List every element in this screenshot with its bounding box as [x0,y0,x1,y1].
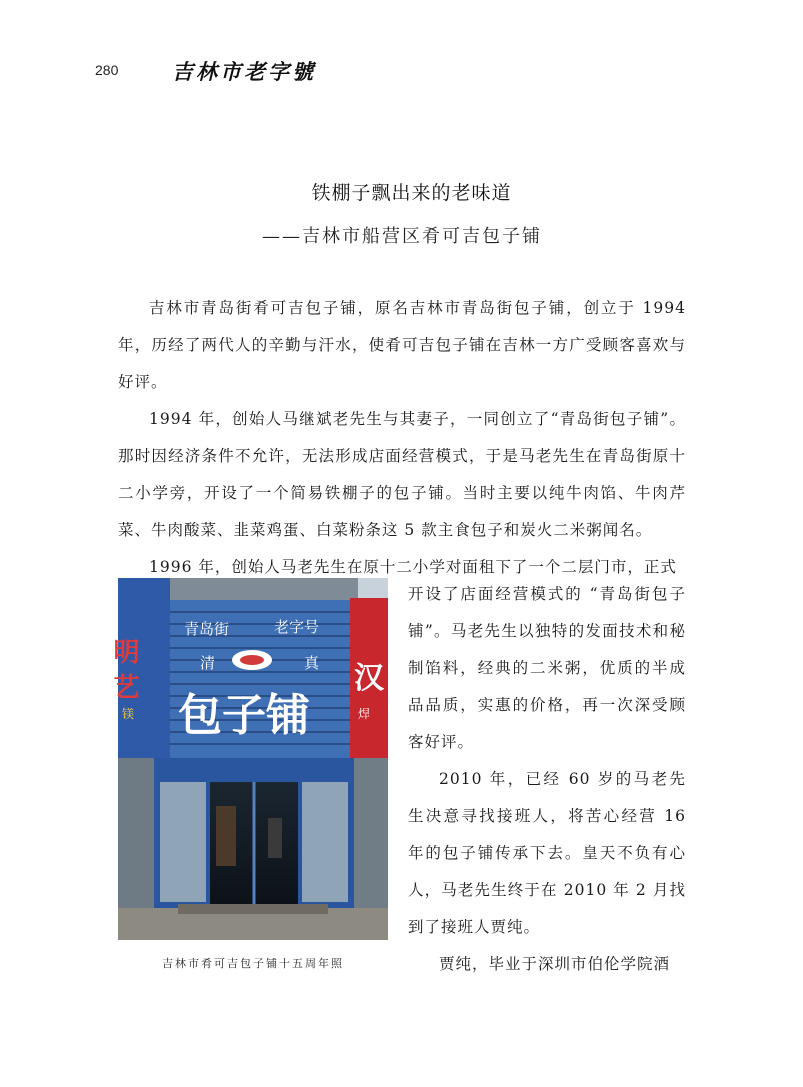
left-shop-sign-text: 明 艺 [109,638,139,700]
paragraph: 1996 年，创始人马老先生在原十二小学对面租下了一个二层门市，正式 [149,558,677,576]
sign-top-right-text: 老字号 [274,618,320,636]
paragraph: 1994 年，创始人马继斌老先生与其妻子，一同创立了“青岛街包子铺”。那时因经济条件不允许，无法形成店面经营模式，于是马老先生在青岛街原十二小学旁，开设了一个简易铁棚子的包子铺。当时主要以纯牛肉馅、牛肉芹菜、牛肉酸菜、韭菜鸡蛋、白菜粉条这 5 款主食包子和炭火二米粥闻名。 [118,410,686,539]
paragraph: 贾纯，毕业于深圳市伯伦学院酒 [439,955,671,973]
page-number: 280 [95,62,119,78]
paragraph: 开设了店面经营模式的 “青岛街包子铺”。马老先生以独特的发面技术和秘制馅料，经典的二米粥，优质的半成品品质，实惠的价格，再一次深受顾客好评。 [408,585,686,751]
right-shop-sign-text: 汉 [354,661,384,696]
article-subtitle: ——吉林市船营区肴可吉包子铺 [262,226,542,247]
running-head-title: 吉林市老字號 [172,60,316,84]
article-body [118,290,686,586]
sign-main-text: 包子铺 [178,690,310,741]
sign-mid-right-text: 真 [304,654,320,672]
article-title: 铁棚子飘出来的老味道 [311,182,512,204]
shop-photo [109,578,388,940]
wrapped-text-column [408,576,686,983]
emblem-icon [232,650,272,670]
right-shop-small-text: 焊 [358,707,371,721]
sign-top-left-text: 青岛街 [184,620,230,638]
sign-mid-left-text: 清 [200,654,216,672]
paragraph: 2010 年，已经 60 岁的马老先生决意寻找接班人，将苦心经营 16 年的包子铺传承下去。皇天不负有心人，马老先生终于在 2010 年 2 月找到了接班人贾纯。 [408,770,686,936]
left-shop-small-text: 镁 [122,707,135,721]
photo-caption: 吉林市肴可吉包子铺十五周年照 [162,957,344,970]
paragraph: 吉林市青岛街肴可吉包子铺，原名吉林市青岛街包子铺，创立于 1994 年，历经了两代人的辛勤与汗水，使肴可吉包子铺在吉林一方广受顾客喜欢与好评。 [118,299,686,391]
